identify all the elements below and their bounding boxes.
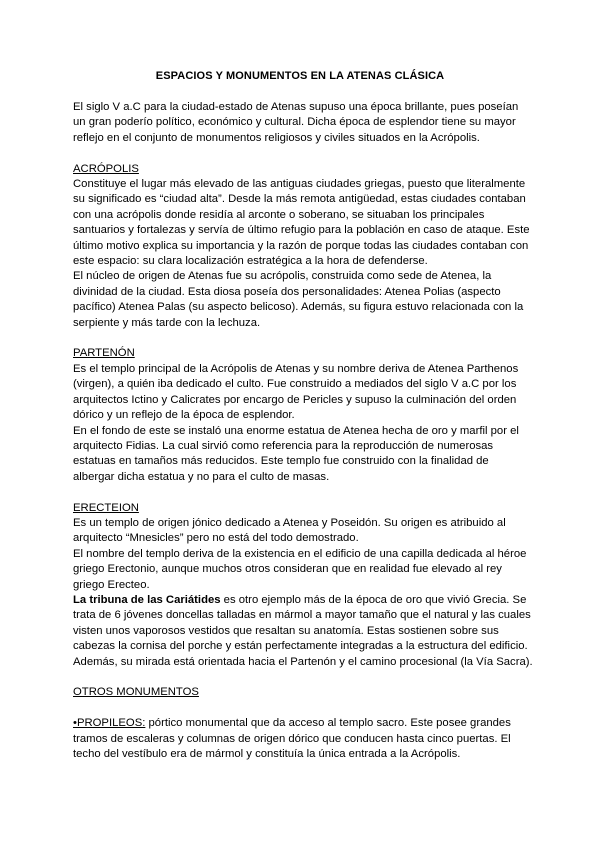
section-heading-acropolis: ACRÓPOLIS	[73, 162, 139, 175]
partenon-paragraph-2: En el fondo de este se instaló una enorme estatua de Atenea hecha de oro y marfil por el arquitecto Fidias. La cual sirvió como referencia para la reproducción de numerosas estatuas en tamaños más reducidos. Este templo fue construido con la finalidad de albergar dicha estatua y no para el culto de masas.	[73, 424, 519, 483]
cariatides-bold-phrase: La tribuna de las Cariátides	[73, 593, 221, 606]
erecteion-paragraph-2: El nombre del templo deriva de la existencia en el edificio de una capilla dedicada al héroe griego Erectonio, aunque muchos otros consideran que en realidad fue elevado al rey griego Erecteo.	[73, 547, 527, 591]
document-title: ESPACIOS Y MONUMENTOS EN LA ATENAS CLÁSICA	[155, 70, 445, 82]
section-heading-otros: OTROS MONUMENTOS	[73, 686, 199, 699]
cariatides-text: es otro ejemplo más de la época de oro que vivió Grecia. Se trata de 6 jóvenes doncellas talladas en mármol a mayor tamaño que el natural y las cuales visten unos vaporosos vestidos que resaltan su anatomía. Estas sostienen sobre sus cabezas la cornisa del porche y están perfectamente integradas a la estructura del edificio. Además, su mirada está orientada hacia el Partenón y el camino procesional (la Vía Sacra).	[73, 593, 533, 668]
erecteion-paragraph-1: Es un templo de origen jónico dedicado a Atenea y Poseidón. Su origen es atribuido al arquitecto “Mnesicles” pero no está del todo demostrado.	[73, 516, 506, 545]
intro-paragraph: El siglo V a.C para la ciudad-estado de Atenas supuso una época brillante, pues poseían un gran poderío político, económico y cultural. Dicha época de esplendor tiene su mayor reflejo en el conjunto de monumentos religiosos y civiles situados en la Acrópolis.	[73, 101, 519, 144]
propileos-label: •PROPILEOS:	[73, 717, 146, 730]
spacer	[73, 485, 533, 500]
propileos-paragraph	[73, 716, 533, 762]
document-body	[73, 100, 533, 762]
section-heading-erecteion: ERECTEION	[73, 501, 139, 514]
acropolis-paragraph-1: Constituye el lugar más elevado de las antiguas ciudades griegas, puesto que literalmente su significado es “ciudad alta”. Desde la más remota antigüedad, estas ciudades contaban con una acrópolis donde residía al arconte o soberano, se situaban los principales santuarios y fortalezas y servía de último refugio para la población en caso de ataque. Este último motivo explica su importancia y la razón de porque todas las ciudades contaban con este espacio: su clara localización estratégica a la hora de defenderse.	[73, 178, 530, 268]
acropolis-paragraph-2: El núcleo de origen de Atenas fue su acrópolis, construida como sede de Atenea, la divinidad de la ciudad. Esta diosa poseía dos personalidades: Atenea Polias (aspecto pacífico) Atenea Palas (su aspecto belicoso). Además, su figura estuvo relacionada con la serpiente y más tarde con la lechuza.	[73, 270, 524, 329]
spacer	[73, 331, 533, 346]
spacer	[73, 701, 533, 716]
propileos-text: pórtico monumental que da acceso al templo sacro. Este posee grandes tramos de escaleras y columnas de origen dórico que conducen hasta cinco puertas. El techo del vestíbulo era de mármol y constituía la única entrada a la Acrópolis.	[73, 717, 511, 760]
spacer	[73, 670, 533, 685]
partenon-paragraph-1: Es el templo principal de la Acrópolis de Atenas y su nombre deriva de Atenea Parthenos (virgen), a quién iba dedicado el culto. Fue construido a mediados del siglo V a.C por los arquitectos Ictino y Calicrates por encargo de Pericles y supuso la culminación del orden dórico y un reflejo de la época de esplendor.	[73, 362, 519, 422]
erecteion-paragraph-3	[73, 593, 533, 670]
spacer	[73, 146, 533, 161]
section-heading-partenon: PARTENÓN	[73, 347, 135, 360]
